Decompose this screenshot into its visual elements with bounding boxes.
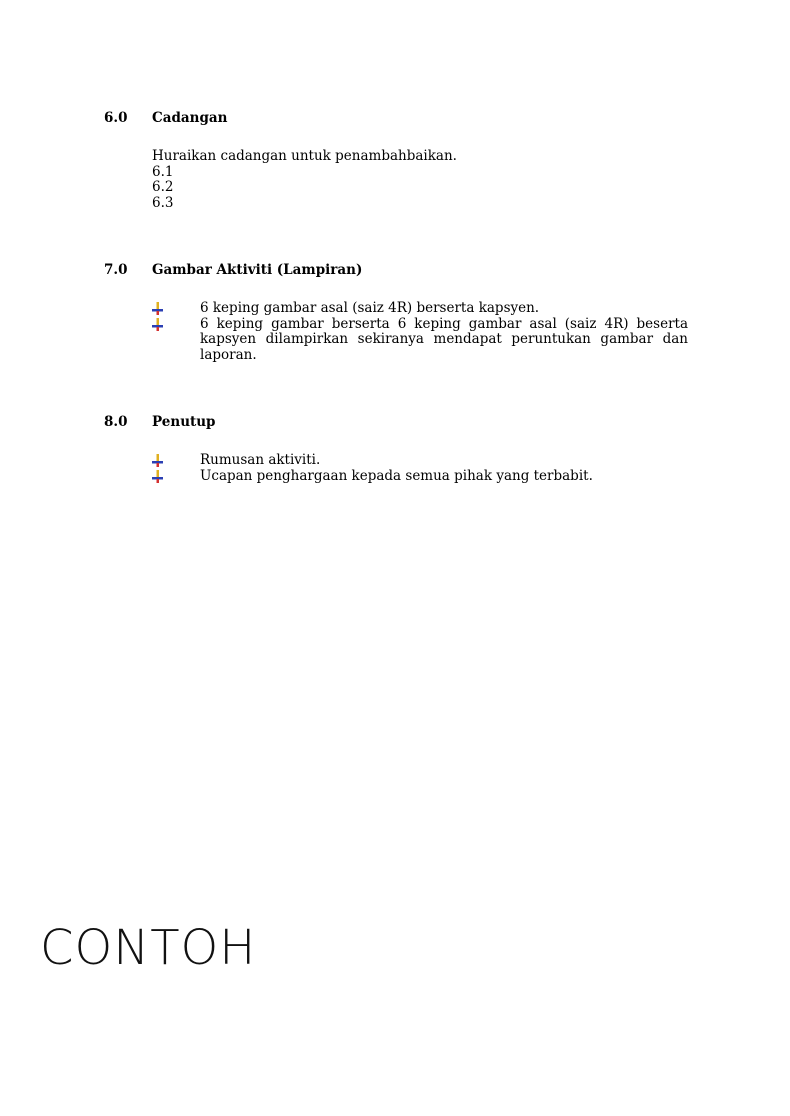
section-gambar-aktiviti bbox=[104, 263, 688, 363]
arrow-down-bullet-icon bbox=[152, 302, 164, 315]
sample-watermark: CONTOH bbox=[40, 920, 257, 976]
section-number: 6.0 bbox=[104, 110, 128, 126]
section-heading bbox=[104, 263, 688, 279]
arrow-down-bullet-icon bbox=[152, 470, 164, 483]
bullet-text: 6 keping gambar asal (saiz 4R) berserta kapsyen. bbox=[200, 300, 540, 316]
bullet-list bbox=[152, 301, 688, 363]
arrow-down-bullet-icon bbox=[152, 318, 164, 331]
bullet-text: Ucapan penghargaan kepada semua pihak yang terbabit. bbox=[200, 467, 593, 484]
section-body bbox=[152, 149, 688, 211]
list-item: 6.3 bbox=[152, 194, 174, 211]
list-item: 6.2 bbox=[152, 179, 174, 195]
section-heading bbox=[104, 111, 688, 127]
list-item: 6.1 bbox=[152, 163, 174, 180]
bullet-text: Rumusan aktiviti. bbox=[200, 452, 321, 468]
section-cadangan bbox=[104, 111, 688, 211]
list-item bbox=[152, 469, 688, 485]
section-heading bbox=[104, 415, 688, 431]
section-title: Penutup bbox=[152, 414, 216, 430]
section-penutup bbox=[104, 415, 688, 484]
section-number: 7.0 bbox=[104, 262, 128, 278]
arrow-down-bullet-icon bbox=[152, 454, 164, 467]
section-title: Cadangan bbox=[152, 110, 228, 126]
list-item bbox=[152, 301, 688, 317]
list-item bbox=[152, 453, 688, 469]
section-number: 8.0 bbox=[104, 414, 128, 430]
list-item bbox=[152, 317, 688, 364]
bullet-text: 6 keping gambar berserta 6 keping gambar asal (saiz 4R) beserta kapsyen dilampirkan sekiranya mendapat peruntukan gambar dan laporan. bbox=[200, 315, 688, 363]
bullet-list bbox=[152, 453, 688, 484]
intro-text: Huraikan cadangan untuk penambahbaikan. bbox=[152, 148, 457, 164]
section-title: Gambar Aktiviti (Lampiran) bbox=[152, 262, 363, 278]
